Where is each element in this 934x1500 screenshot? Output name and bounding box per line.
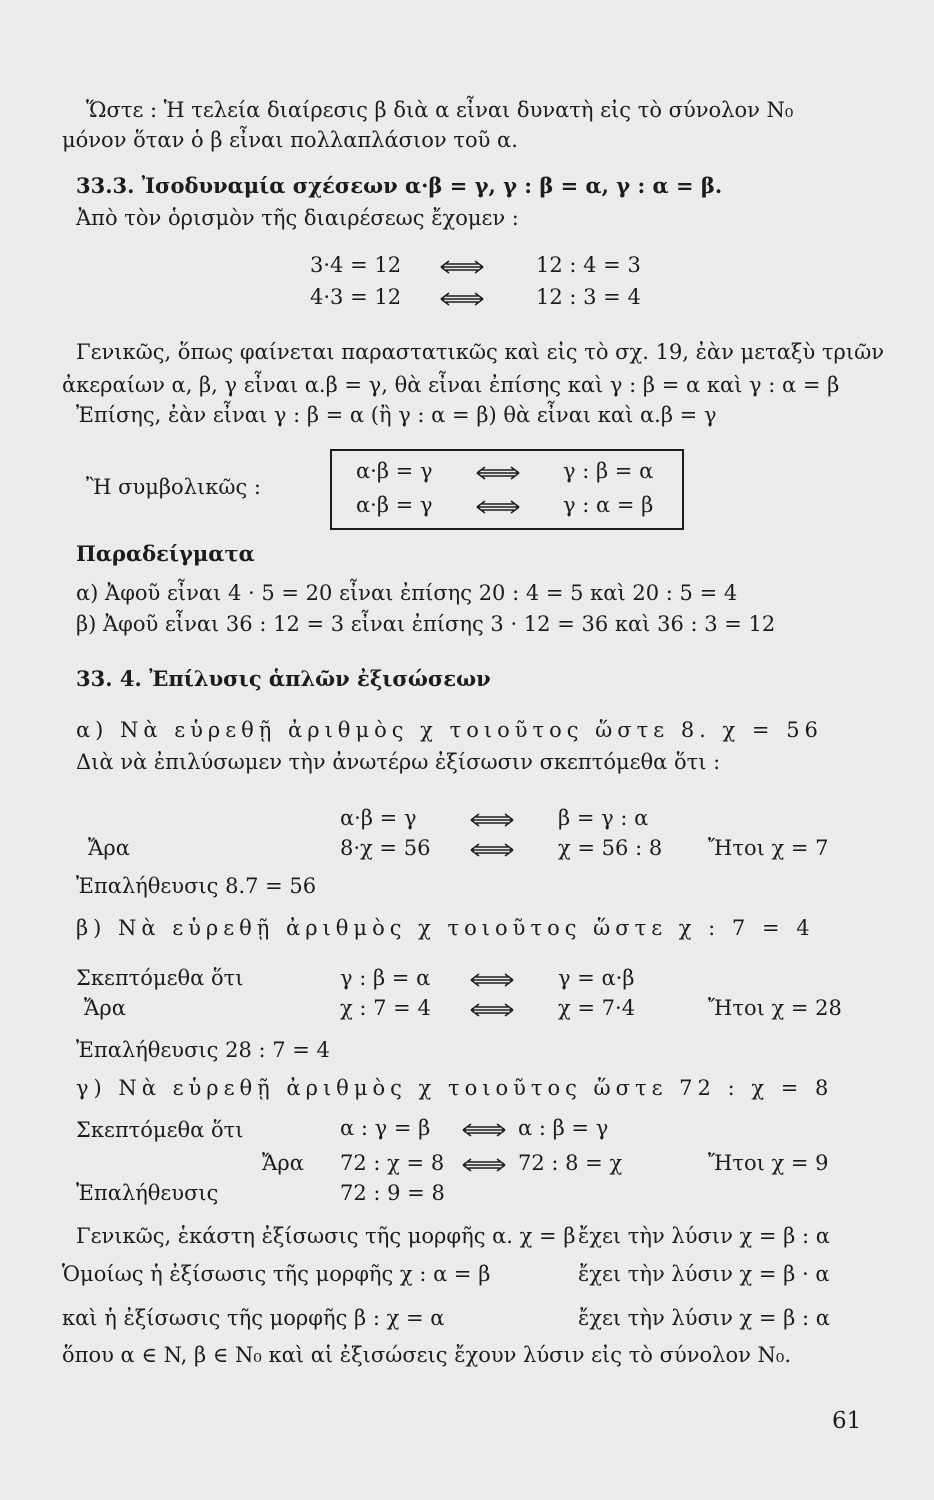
box-left-2: α·β = γ <box>356 493 433 517</box>
task-b-think: Σκεπτόμεθα ὅτι <box>76 966 244 990</box>
rule-2-left: Ὁμοίως ἡ ἐξίσωσις τῆς μορφῆς χ : α = β <box>62 1262 491 1286</box>
double-arrow-icon <box>476 500 520 514</box>
double-arrow-icon <box>470 843 514 857</box>
double-arrow-icon <box>440 292 484 306</box>
example-b: β) Ἀφοῦ εἶναι 36 : 12 = 3 εἶναι ἐπίσης 3 · 12 = 36 καὶ 36 : 3 = 12 <box>76 612 776 636</box>
rule-3-right: ἔχει τὴν λύσιν χ = β : α <box>578 1306 830 1330</box>
task-a-left-2: 8·χ = 56 <box>340 836 431 860</box>
box-left-1: α·β = γ <box>356 459 433 483</box>
intro-line-2: μόνον ὅταν ὁ β εἶναι πολλαπλάσιον τοῦ α. <box>62 128 518 152</box>
example-right-1: 12 : 4 = 3 <box>536 253 641 277</box>
double-arrow-icon <box>440 260 484 274</box>
task-a-right-1: β = γ : α <box>558 806 649 830</box>
symbolic-label: Ἢ συμβολικῶς : <box>86 475 261 499</box>
task-a-check: Ἐπαλήθευσις 8.7 = 56 <box>76 874 317 898</box>
double-arrow-icon <box>462 1123 506 1137</box>
section-heading-33-4: 33. 4. Ἐπίλυσις ἁπλῶν ἐξισώσεων <box>76 666 491 691</box>
task-a-ara: Ἄρα <box>88 836 130 860</box>
task-c-check: 72 : 9 = 8 <box>340 1181 445 1205</box>
task-c-left-2: 72 : χ = 8 <box>340 1151 445 1175</box>
section-intro: Ἀπὸ τὸν ὁρισμὸν τῆς διαιρέσεως ἔχομεν : <box>76 206 519 230</box>
example-left-1: 3·4 = 12 <box>310 253 402 277</box>
rule-final: ὅπου α ∈ N, β ∈ N₀ καὶ αἱ ἐξισώσεις ἔχουν λύσιν εἰς τὸ σύνολον N₀. <box>62 1343 792 1367</box>
task-b-right-1: γ = α·β <box>558 966 635 990</box>
example-left-2: 4·3 = 12 <box>310 285 402 309</box>
general-line-3: Ἐπίσης, ἐὰν εἶναι γ : β = α (ἢ γ : α = β) θὰ εἶναι καὶ α.β = γ <box>76 403 717 427</box>
task-c-result: Ἤτοι χ = 9 <box>708 1151 829 1175</box>
examples-heading: Παραδείγματα <box>76 541 255 566</box>
box-right-2: γ : α = β <box>563 493 654 517</box>
page-number: 61 <box>832 1408 862 1434</box>
task-c: γ) Νὰ εὑρεθῇ ἀριθμὸς χ τοιοῦτος ὥστε 72 : χ = 8 <box>76 1076 834 1100</box>
rule-2-right: ἔχει τὴν λύσιν χ = β · α <box>578 1262 830 1286</box>
task-a-intro: Διὰ νὰ ἐπιλύσωμεν τὴν ἀνωτέρω ἐξίσωσιν σκεπτόμεθα ὅτι : <box>76 750 721 774</box>
general-line-1: Γενικῶς, ὅπως φαίνεται παραστατικῶς καὶ εἰς τὸ σχ. 19, ἐὰν μεταξὺ τριῶν <box>76 340 884 364</box>
double-arrow-icon <box>470 1003 514 1017</box>
intro-line-1: Ὥστε : Ἡ τελεία διαίρεσις β διὰ α εἶναι δυνατὴ εἰς τὸ σύνολον N₀ <box>86 98 794 122</box>
task-b-left-2: χ : 7 = 4 <box>340 996 431 1020</box>
double-arrow-icon <box>470 973 514 987</box>
example-right-2: 12 : 3 = 4 <box>536 285 641 309</box>
task-a-result: Ἤτοι χ = 7 <box>708 836 829 860</box>
task-c-ara: Ἄρα <box>262 1151 304 1175</box>
task-c-right-1: α : β = γ <box>518 1116 609 1140</box>
task-b-left-1: γ : β = α <box>340 966 431 990</box>
double-arrow-icon <box>470 813 514 827</box>
double-arrow-icon <box>476 466 520 480</box>
section-heading-33-3: 33.3. Ἰσοδυναμία σχέσεων α·β = γ, γ : β = α, γ : α = β. <box>76 173 723 198</box>
task-b: β) Νὰ εὑρεθῇ ἀριθμὸς χ τοιοῦτος ὥστε χ : 7 = 4 <box>76 916 815 940</box>
example-a: α) Ἀφοῦ εἶναι 4 · 5 = 20 εἶναι ἐπίσης 20 : 4 = 5 καὶ 20 : 5 = 4 <box>76 581 738 605</box>
task-c-left-1: α : γ = β <box>340 1116 431 1140</box>
task-b-check: Ἐπαλήθευσις 28 : 7 = 4 <box>76 1038 330 1062</box>
task-a-right-2: χ = 56 : 8 <box>558 836 663 860</box>
task-a: α) Νὰ εὑρεθῇ ἀριθμὸς χ τοιοῦτος ὥστε 8. χ = 56 <box>76 718 823 742</box>
task-b-ara: Ἄρα <box>84 996 126 1020</box>
rule-1-right: ἔχει τὴν λύσιν χ = β : α <box>578 1224 830 1248</box>
task-c-check-label: Ἐπαλήθευσις <box>76 1181 219 1205</box>
general-line-2: ἀκεραίων α, β, γ εἶναι α.β = γ, θὰ εἶναι ἐπίσης καὶ γ : β = α καὶ γ : α = β <box>62 373 840 397</box>
task-b-right-2: χ = 7·4 <box>558 996 636 1020</box>
task-a-left-1: α·β = γ <box>340 806 417 830</box>
rule-3-left: καὶ ἡ ἐξίσωσις τῆς μορφῆς β : χ = α <box>62 1306 445 1330</box>
double-arrow-icon <box>462 1158 506 1172</box>
task-b-result: Ἤτοι χ = 28 <box>708 996 842 1020</box>
task-c-right-2: 72 : 8 = χ <box>518 1151 623 1175</box>
rule-1-left: Γενικῶς, ἑκάστη ἐξίσωσις τῆς μορφῆς α. χ = β <box>76 1224 576 1248</box>
task-c-think: Σκεπτόμεθα ὅτι <box>76 1118 244 1142</box>
box-right-1: γ : β = α <box>563 459 654 483</box>
